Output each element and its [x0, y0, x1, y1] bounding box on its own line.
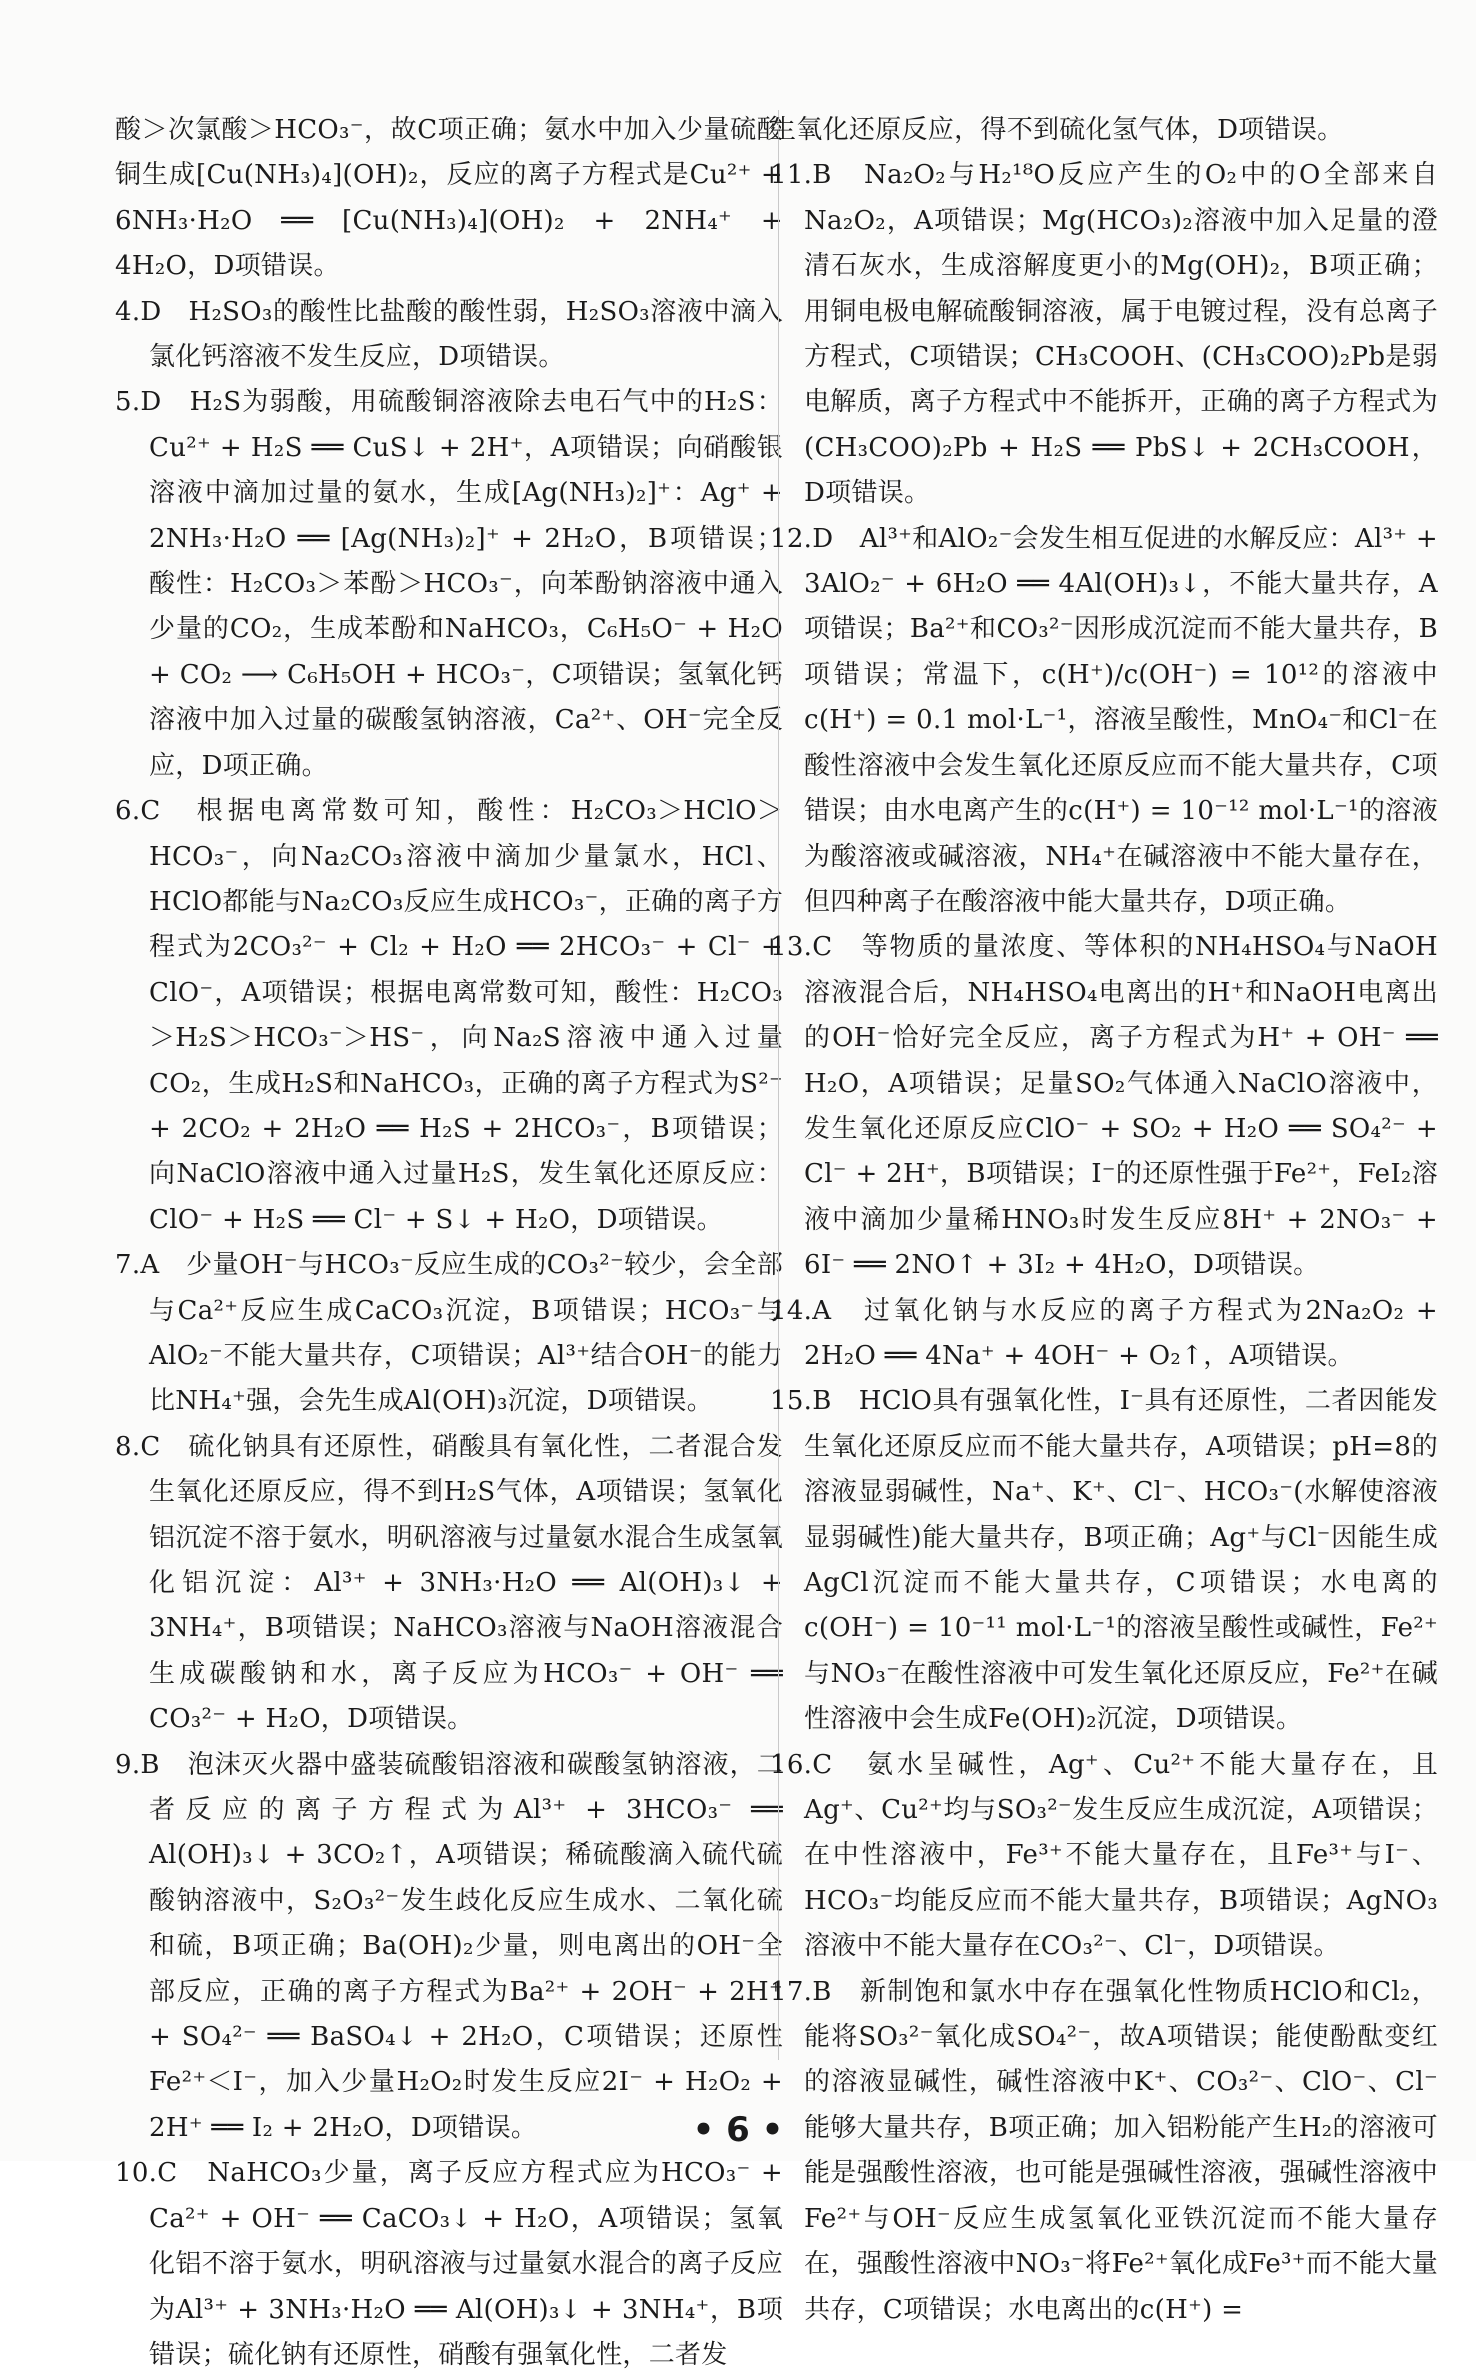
answer-paragraph: 6.C 根据电离常数可知，酸性：H₂CO₃＞HClO＞HCO₃⁻，向Na₂CO₃溶液中滴加少量氯水，HCl、HClO都能与Na₂CO₃反应生成HCO₃⁻，正确的离子方程式为2CO₃²⁻ + Cl₂ + H₂O ══ 2HCO₃⁻ + Cl⁻ + ClO⁻，A项错误；根据电离常数可知，酸性：H₂CO₃＞H₂S＞HCO₃⁻＞HS⁻，向Na₂S溶液中通入过量CO₂，生成H₂S和NaHCO₃，正确的离子方程式为S²⁻ + 2CO₂ + 2H₂O ══ H₂S + 2HCO₃⁻，B项错误；向NaClO溶液中通入过量H₂S，发生氧化还原反应：ClO⁻ + H₂S ══ Cl⁻ + S↓ + H₂O，D项错误。 [115, 796, 783, 1235]
answer-paragraph: 7.A 少量OH⁻与HCO₃⁻反应生成的CO₃²⁻较少，会全部与Ca²⁺反应生成CaCO₃沉淀，B项错误；HCO₃⁻与AlO₂⁻不能大量共存，C项错误；Al³⁺结合OH⁻的能力比NH₄⁺强，会先生成Al(OH)₃沉淀，D项错误。 [115, 1250, 783, 1417]
left-column [115, 108, 783, 2378]
answer-paragraph: 4.D H₂SO₃的酸性比盐酸的酸性弱，H₂SO₃溶液中滴入氯化钙溶液不发生反应，D项错误。 [115, 296, 783, 373]
answer-paragraph: 11.B Na₂O₂与H₂¹⁸O反应产生的O₂中的O全部来自Na₂O₂，A项错误；Mg(HCO₃)₂溶液中加入足量的澄清石灰水，生成溶解度更小的Mg(OH)₂，B项正确；用铜电极电解硫酸铜溶液，属于电镀过程，没有总离子方程式，C项错误；CH₃COOH、(CH₃COO)₂Pb是弱电解质，离子方程式中不能拆开，正确的离子方程式为(CH₃COO)₂Pb + H₂S ══ PbS↓ + 2CH₃COOH，D项错误。 [770, 160, 1438, 509]
answer-paragraph: 17.B 新制饱和氯水中存在强氧化性物质HClO和Cl₂，能将SO₃²⁻氧化成SO₄²⁻，故A项错误；能使酚酞变红的溶液显碱性，碱性溶液中K⁺、CO₃²⁻、ClO⁻、Cl⁻能够大量共存，B项正确；加入铝粉能产生H₂的溶液可能是强酸性溶液，也可能是强碱性溶液，强碱性溶液中Fe²⁺与OH⁻反应生成氢氧化亚铁沉淀而不能大量存在，强酸性溶液中NO₃⁻将Fe²⁺氧化成Fe³⁺而不能大量共存，C项错误；水电离出的c(H⁺) = [770, 1976, 1438, 2325]
answer-paragraph: 5.D H₂S为弱酸，用硫酸铜溶液除去电石气中的H₂S：Cu²⁺ + H₂S ══ CuS↓ + 2H⁺，A项错误；向硝酸银溶液中滴加过量的氨水，生成[Ag(NH₃)₂]⁺：Ag⁺ + 2NH₃·H₂O ══ [Ag(NH₃)₂]⁺ + 2H₂O，B项错误；酸性：H₂CO₃＞苯酚＞HCO₃⁻，向苯酚钠溶液中通入少量的CO₂，生成苯酚和NaHCO₃，C₆H₅O⁻ + H₂O + CO₂ ⟶ C₆H₅OH + HCO₃⁻，C项错误；氢氧化钙溶液中加入过量的碳酸氢钠溶液，Ca²⁺、OH⁻完全反应，D项正确。 [115, 387, 783, 781]
right-column [770, 108, 1438, 2333]
answer-paragraph: 8.C 硫化钠具有还原性，硝酸具有氧化性，二者混合发生氧化还原反应，得不到H₂S气体，A项错误；氢氧化铝沉淀不溶于氨水，明矾溶液与过量氨水混合生成氢氧化铝沉淀：Al³⁺ + 3NH₃·H₂O ══ Al(OH)₃↓ + 3NH₄⁺，B项错误；NaHCO₃溶液与NaOH溶液混合生成碳酸钠和水，离子反应为HCO₃⁻ + OH⁻ ══ CO₃²⁻ + H₂O，D项错误。 [115, 1431, 783, 1735]
answer-paragraph: 16.C 氨水呈碱性，Ag⁺、Cu²⁺不能大量存在，且Ag⁺、Cu²⁺均与SO₃²⁻发生反应生成沉淀，A项错误；在中性溶液中，Fe³⁺不能大量存在，且Fe³⁺与I⁻、HCO₃⁻均能反应而不能大量共存，B项错误；AgNO₃溶液中不能大量存在CO₃²⁻、Cl⁻，D项错误。 [770, 1749, 1438, 1962]
answer-paragraph: 12.D Al³⁺和AlO₂⁻会发生相互促进的水解反应：Al³⁺ + 3AlO₂⁻ + 6H₂O ══ 4Al(OH)₃↓，不能大量共存，A项错误；Ba²⁺和CO₃²⁻因形成沉淀而不能大量共存，B项错误；常温下，c(H⁺)/c(OH⁻) = 10¹²的溶液中c(H⁺) = 0.1 mol·L⁻¹，溶液呈酸性，MnO₄⁻和Cl⁻在酸性溶液中会发生氧化还原反应而不能大量共存，C项错误；由水电离产生的c(H⁺) = 10⁻¹² mol·L⁻¹的溶液为酸溶液或碱溶液，NH₄⁺在碱溶液中不能大量存在，但四种离子在酸溶液中能大量共存，D项正确。 [770, 523, 1438, 917]
answer-paragraph: 生氧化还原反应，得不到硫化氢气体，D项错误。 [770, 115, 1344, 145]
answer-paragraph: 14.A 过氧化钠与水反应的离子方程式为2Na₂O₂ + 2H₂O ══ 4Na⁺ + 4OH⁻ + O₂↑，A项错误。 [770, 1295, 1438, 1371]
answer-paragraph: 9.B 泡沫灭火器中盛装硫酸铝溶液和碳酸氢钠溶液，二者反应的离子方程式为Al³⁺ + 3HCO₃⁻ ══ Al(OH)₃↓ + 3CO₂↑，A项错误；稀硫酸滴入硫代硫酸钠溶液中，S₂O₃²⁻发生歧化反应生成水、二氧化硫和硫，B项正确；Ba(OH)₂少量，则电离出的OH⁻全部反应，正确的离子方程式为Ba²⁺ + 2OH⁻ + 2H⁺ + SO₄²⁻ ══ BaSO₄↓ + 2H₂O，C项错误；还原性Fe²⁺＜I⁻，加入少量H₂O₂时发生反应2I⁻ + H₂O₂ + 2H⁺ ══ I₂ + 2H₂O，D项错误。 [115, 1749, 783, 2143]
answer-paragraph: 酸＞次氯酸＞HCO₃⁻，故C项正确；氨水中加入少量硫酸铜生成[Cu(NH₃)₄](OH)₂，反应的离子方程式是Cu²⁺ + 6NH₃·H₂O ══ [Cu(NH₃)₄](OH)₂ + 2NH₄⁺ + 4H₂O，D项错误。 [115, 115, 783, 282]
answer-paragraph: 15.B HClO具有强氧化性，I⁻具有还原性，二者因能发生氧化还原反应而不能大量共存，A项错误；pH=8的溶液显弱碱性，Na⁺、K⁺、Cl⁻、HCO₃⁻(水解使溶液显弱碱性)能大量共存，B项正确；Ag⁺与Cl⁻因能生成AgCl沉淀而不能大量共存，C项错误；水电离的c(OH⁻) = 10⁻¹¹ mol·L⁻¹的溶液呈酸性或碱性，Fe²⁺与NO₃⁻在酸性溶液中可发生氧化还原反应，Fe²⁺在碱性溶液中会生成Fe(OH)₂沉淀，D项错误。 [770, 1386, 1438, 1735]
page-number: • 6 • [692, 2110, 784, 2150]
answer-paragraph: 10.C NaHCO₃少量，离子反应方程式应为HCO₃⁻ + Ca²⁺ + OH⁻ ══ CaCO₃↓ + H₂O，A项错误；氢氧化铝不溶于氨水，明矾溶液与过量氨水混合的离子反应为Al³⁺ + 3NH₃·H₂O ══ Al(OH)₃↓ + 3NH₄⁺，B项错误；硫化钠有还原性，硝酸有强氧化性，二者发 [115, 2158, 783, 2370]
answer-paragraph: 13.C 等物质的量浓度、等体积的NH₄HSO₄与NaOH溶液混合后，NH₄HSO₄电离出的H⁺和NaOH电离出的OH⁻恰好完全反应，离子方程式为H⁺ + OH⁻ ══ H₂O，A项错误；足量SO₂气体通入NaClO溶液中，发生氧化还原反应ClO⁻ + SO₂ + H₂O ══ SO₄²⁻ + Cl⁻ + 2H⁺，B项错误；I⁻的还原性强于Fe²⁺，FeI₂溶液中滴加少量稀HNO₃时发生反应8H⁺ + 2NO₃⁻ + 6I⁻ ══ 2NO↑ + 3I₂ + 4H₂O，D项错误。 [770, 932, 1438, 1281]
